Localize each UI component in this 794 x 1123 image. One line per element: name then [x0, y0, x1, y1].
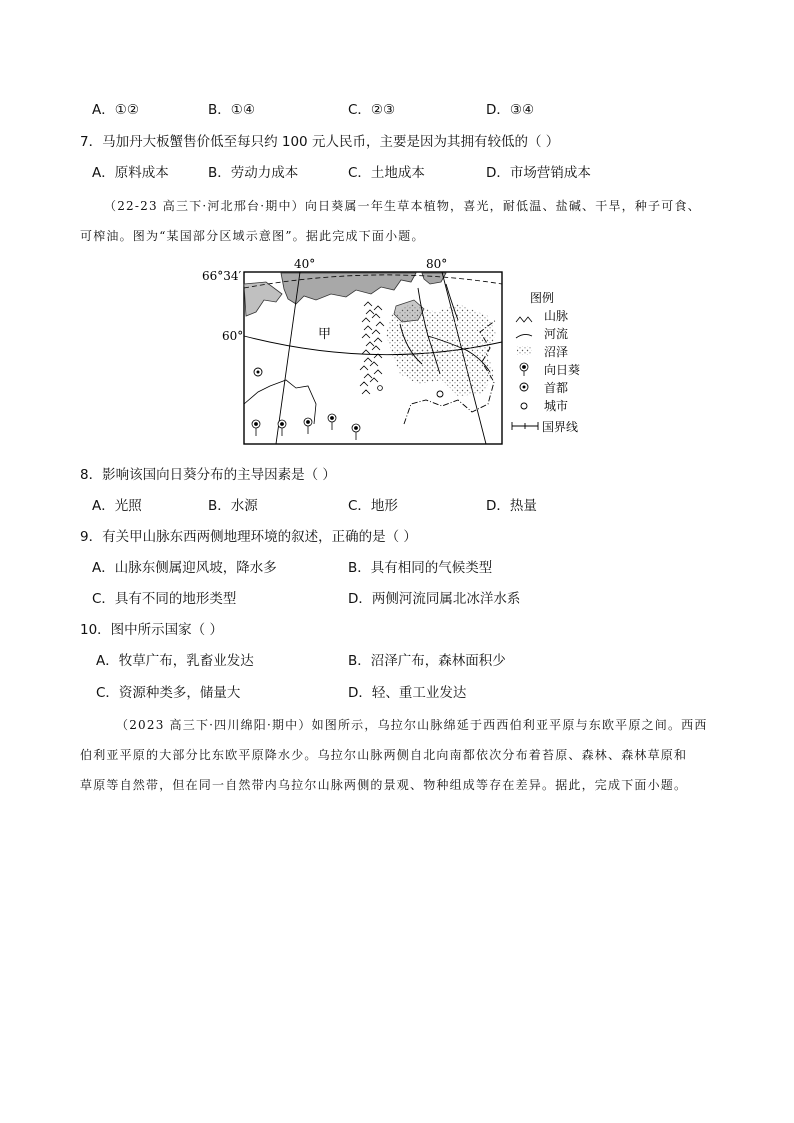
region-map	[196, 254, 606, 446]
legend-city: 城市	[544, 399, 569, 413]
passage1-line2: 可榨油。图为“某国部分区域示意图”。据此完成下面小题。	[80, 229, 425, 243]
q9-option-b: B．具有相同的气候类型	[348, 560, 493, 576]
q6-option-d: D．③④	[486, 102, 535, 118]
legend-mountain: 山脉	[544, 309, 569, 323]
city-icon	[521, 403, 527, 409]
q10-stem: 10．图中所示国家（ ）	[80, 622, 223, 638]
city-symbol	[437, 391, 443, 397]
passage2-line1: （2023 高三下·四川绵阳·期中）如图所示，乌拉尔山脉绵延于西西伯利亚平原与东欧平原之间。西西	[116, 718, 708, 732]
q7-stem: 7．马加丹大板蟹售价低至每只约 100 元人民币，主要是因为其拥有较低的（ ）	[80, 134, 560, 150]
q9-option-c: C．具有不同的地形类型	[92, 591, 237, 607]
q7-option-d: D．市场营销成本	[486, 165, 591, 181]
legend-swamp: 沼泽	[544, 345, 569, 359]
q9-option-a: A．山脉东侧属迎风坡，降水多	[92, 560, 277, 576]
legend-capital: 首都	[544, 381, 569, 395]
river-icon	[516, 334, 532, 338]
legend-border: 国界线	[542, 420, 579, 434]
passage2-line3: 草原等自然带，但在同一自然带内乌拉尔山脉两侧的景观、物种组成等存在差异。据此，完成下面小题。	[80, 778, 688, 792]
lon-label-40: 40°	[294, 257, 316, 271]
lat-label-60: 60°	[222, 329, 244, 343]
q9-stem: 9．有关甲山脉东西两侧地理环境的叙述，正确的是（ ）	[80, 529, 417, 545]
mountain-icon	[516, 317, 532, 322]
legend-sunflower: 向日葵	[544, 363, 581, 377]
q8-option-d: D．热量	[486, 498, 537, 514]
q10-option-d: D．轻、重工业发达	[348, 685, 467, 701]
q7-option-c: C．土地成本	[348, 165, 425, 181]
capital-icon	[520, 383, 528, 391]
swamp-icon	[517, 346, 532, 355]
city-symbol	[378, 386, 383, 391]
region-label-jia: 甲	[318, 327, 332, 342]
q7-option-b: B．劳动力成本	[208, 165, 299, 181]
sunflower-icon	[520, 363, 528, 376]
q10-option-b: B．沼泽广布，森林面积少	[348, 653, 506, 669]
q6-option-c: C．②③	[348, 102, 396, 118]
q6-option-b: B．①④	[208, 102, 255, 118]
q8-option-b: B．水源	[208, 498, 258, 514]
q8-option-a: A．光照	[92, 498, 142, 514]
legend-title: 图例	[530, 291, 555, 305]
border-icon	[512, 422, 538, 430]
lat-label-66: 66°34′	[202, 269, 242, 283]
q10-option-c: C．资源种类多，储量大	[96, 685, 241, 701]
map-legend	[512, 290, 580, 434]
q8-option-c: C．地形	[348, 498, 398, 514]
q7-option-a: A．原料成本	[92, 165, 169, 181]
passage1-line1: （22-23 高三下·河北邢台·期中）向日葵属一年生草本植物，喜光，耐低温、盐碱、干旱，种子可食、	[104, 199, 701, 213]
q9-option-d: D．两侧河流同属北冰洋水系	[348, 591, 521, 607]
legend-river: 河流	[544, 327, 569, 341]
q6-option-a: A．①②	[92, 102, 139, 118]
lon-label-80: 80°	[426, 257, 448, 271]
q8-stem: 8．影响该国向日葵分布的主导因素是（ ）	[80, 467, 336, 483]
passage2-line2: 伯利亚平原的大部分比东欧平原降水少。乌拉尔山脉两侧自北向南都依次分布着苔原、森林、森林草原和	[80, 748, 688, 762]
q10-option-a: A．牧草广布，乳畜业发达	[96, 653, 254, 669]
